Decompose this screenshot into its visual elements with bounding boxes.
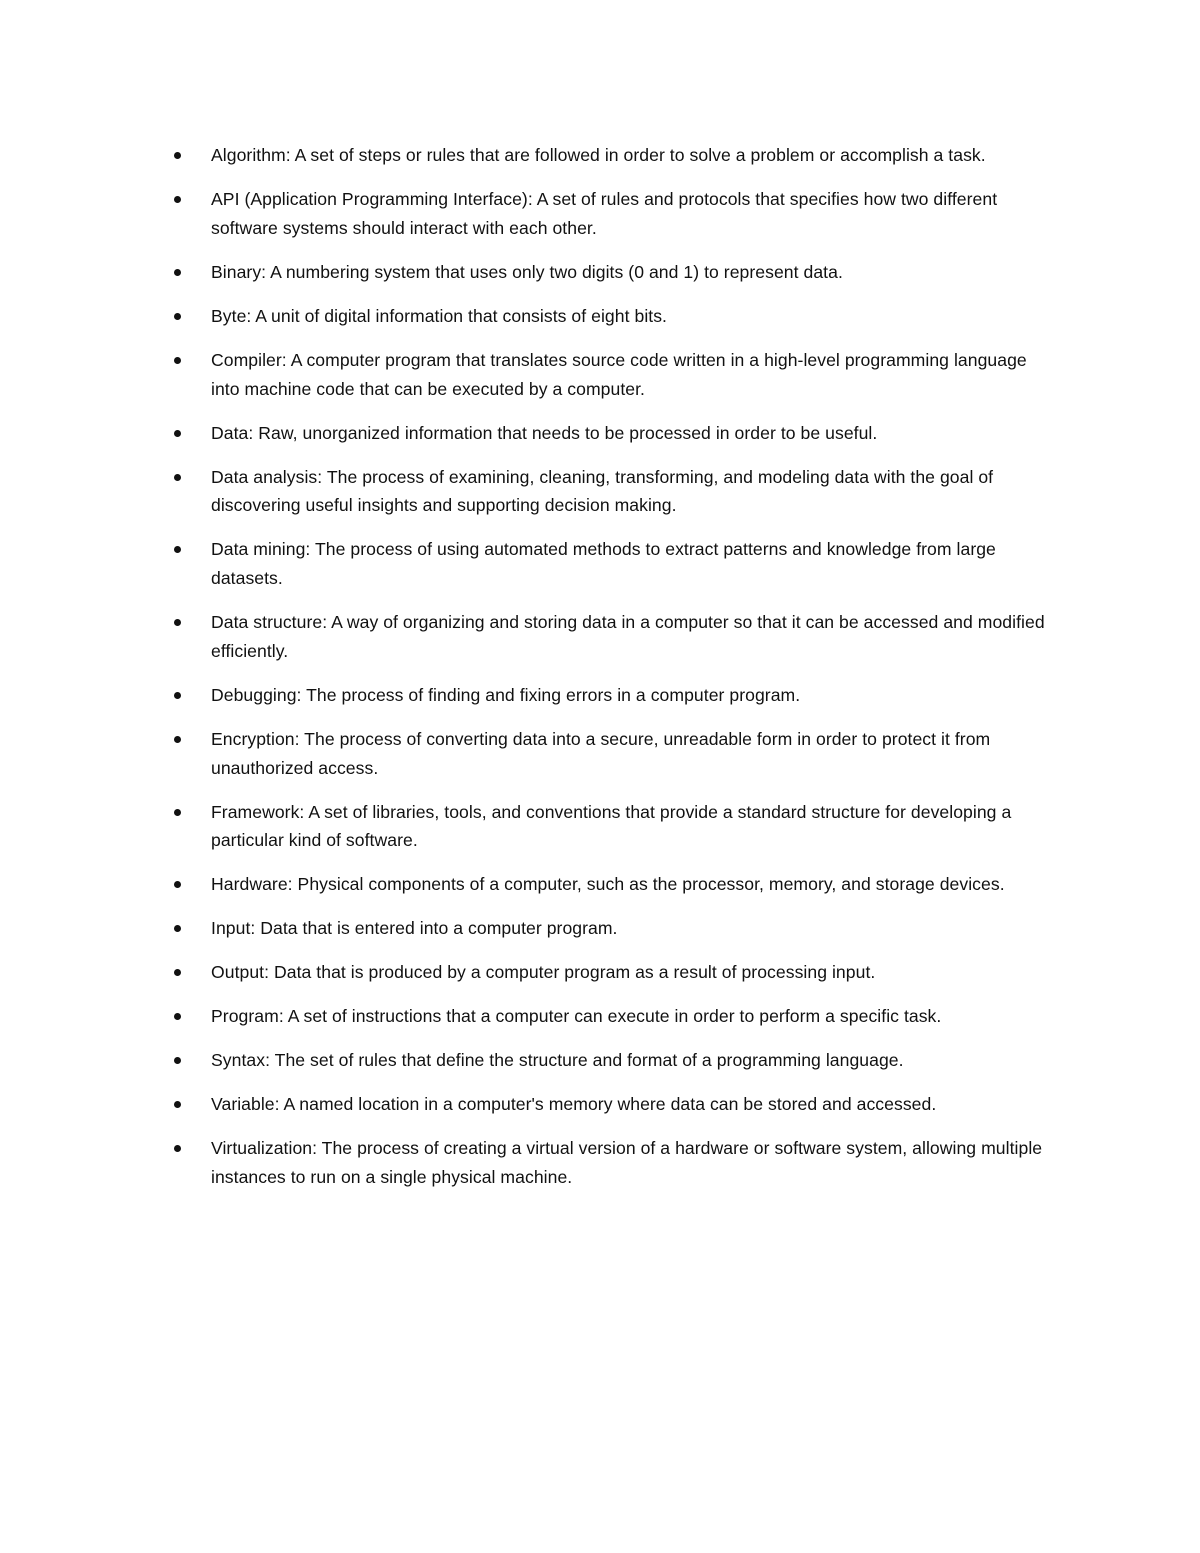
glossary-list [168, 141, 1058, 1207]
bullet-icon [174, 313, 181, 320]
bullet-icon [174, 1101, 181, 1108]
bullet-icon [174, 430, 181, 437]
list-item-text: Variable: A named location in a computer's memory where data can be stored and accessed. [211, 1094, 937, 1115]
list-item [168, 1002, 1058, 1031]
list-item [168, 870, 1058, 899]
list-item-text: Data mining: The process of using automated methods to extract patterns and knowledge from large datasets. [211, 539, 996, 589]
list-item-text: API (Application Programming Interface): A set of rules and protocols that specifies how two different software systems should interact with each other. [211, 188, 998, 238]
list-item [168, 608, 1058, 666]
bullet-icon [174, 196, 181, 203]
bullet-icon [174, 1013, 181, 1020]
list-item-text: Algorithm: A set of steps or rules that are followed in order to solve a problem or accomplish a task. [211, 145, 986, 165]
list-item-text: Output: Data that is produced by a computer program as a result of processing input. [211, 962, 876, 983]
bullet-icon [174, 357, 181, 364]
list-item-text: Encryption: The process of converting data into a secure, unreadable form in order to protect it from unauthorized access. [211, 728, 991, 778]
bullet-icon [174, 269, 181, 276]
list-item-text: Framework: A set of libraries, tools, and conventions that provide a standard structure for developing a particular kind of software. [211, 801, 1012, 851]
bullet-icon [174, 809, 181, 816]
list-item-text: Data analysis: The process of examining, cleaning, transforming, and modeling data with the goal of discovering useful insights and supporting decision making. [211, 466, 994, 516]
bullet-icon [174, 1057, 181, 1064]
list-item [168, 798, 1058, 856]
list-item-text: Compiler: A computer program that translates source code written in a high-level programming language into machine code that can be executed by a computer. [211, 349, 1027, 399]
list-item-text: Input: Data that is entered into a computer program. [211, 918, 618, 939]
list-item [168, 346, 1058, 404]
list-item [168, 725, 1058, 783]
list-item-text: Data structure: A way of organizing and storing data in a computer so that it can be accessed and modified efficiently. [211, 612, 1045, 661]
bullet-icon [174, 736, 181, 743]
list-item-text: Program: A set of instructions that a computer can execute in order to perform a specific task. [211, 1006, 942, 1027]
bullet-icon [174, 925, 181, 932]
list-item [168, 1046, 1058, 1075]
list-item-text: Byte: A unit of digital information that consists of eight bits. [211, 305, 667, 326]
list-item [168, 141, 1058, 170]
bullet-icon [174, 546, 181, 553]
list-item [168, 535, 1058, 593]
bullet-icon [174, 474, 181, 481]
bullet-icon [174, 152, 181, 159]
list-item-text: Virtualization: The process of creating a virtual version of a hardware or software system, allowing multiple instances to run on a single physical machine. [211, 1138, 1043, 1188]
list-item-text: Syntax: The set of rules that define the structure and format of a programming language. [211, 1050, 904, 1071]
list-item [168, 463, 1058, 521]
bullet-icon [174, 1145, 181, 1152]
bullet-icon [174, 969, 181, 976]
list-item [168, 958, 1058, 987]
list-item [168, 914, 1058, 943]
bullet-icon [174, 881, 181, 888]
list-item [168, 419, 1058, 448]
bullet-icon [174, 619, 181, 626]
list-item [168, 1134, 1058, 1192]
list-item-text: Binary: A numbering system that uses only two digits (0 and 1) to represent data. [211, 261, 843, 282]
list-item [168, 302, 1058, 331]
list-item-text: Hardware: Physical components of a computer, such as the processor, memory, and storage devices. [211, 874, 1005, 895]
list-item-text: Data: Raw, unorganized information that needs to be processed in order to be useful. [211, 422, 878, 443]
list-item-text: Debugging: The process of finding and fixing errors in a computer program. [211, 684, 801, 705]
list-item [168, 258, 1058, 287]
list-item [168, 1090, 1058, 1119]
bullet-icon [174, 692, 181, 699]
list-item [168, 185, 1058, 243]
list-item [168, 681, 1058, 710]
